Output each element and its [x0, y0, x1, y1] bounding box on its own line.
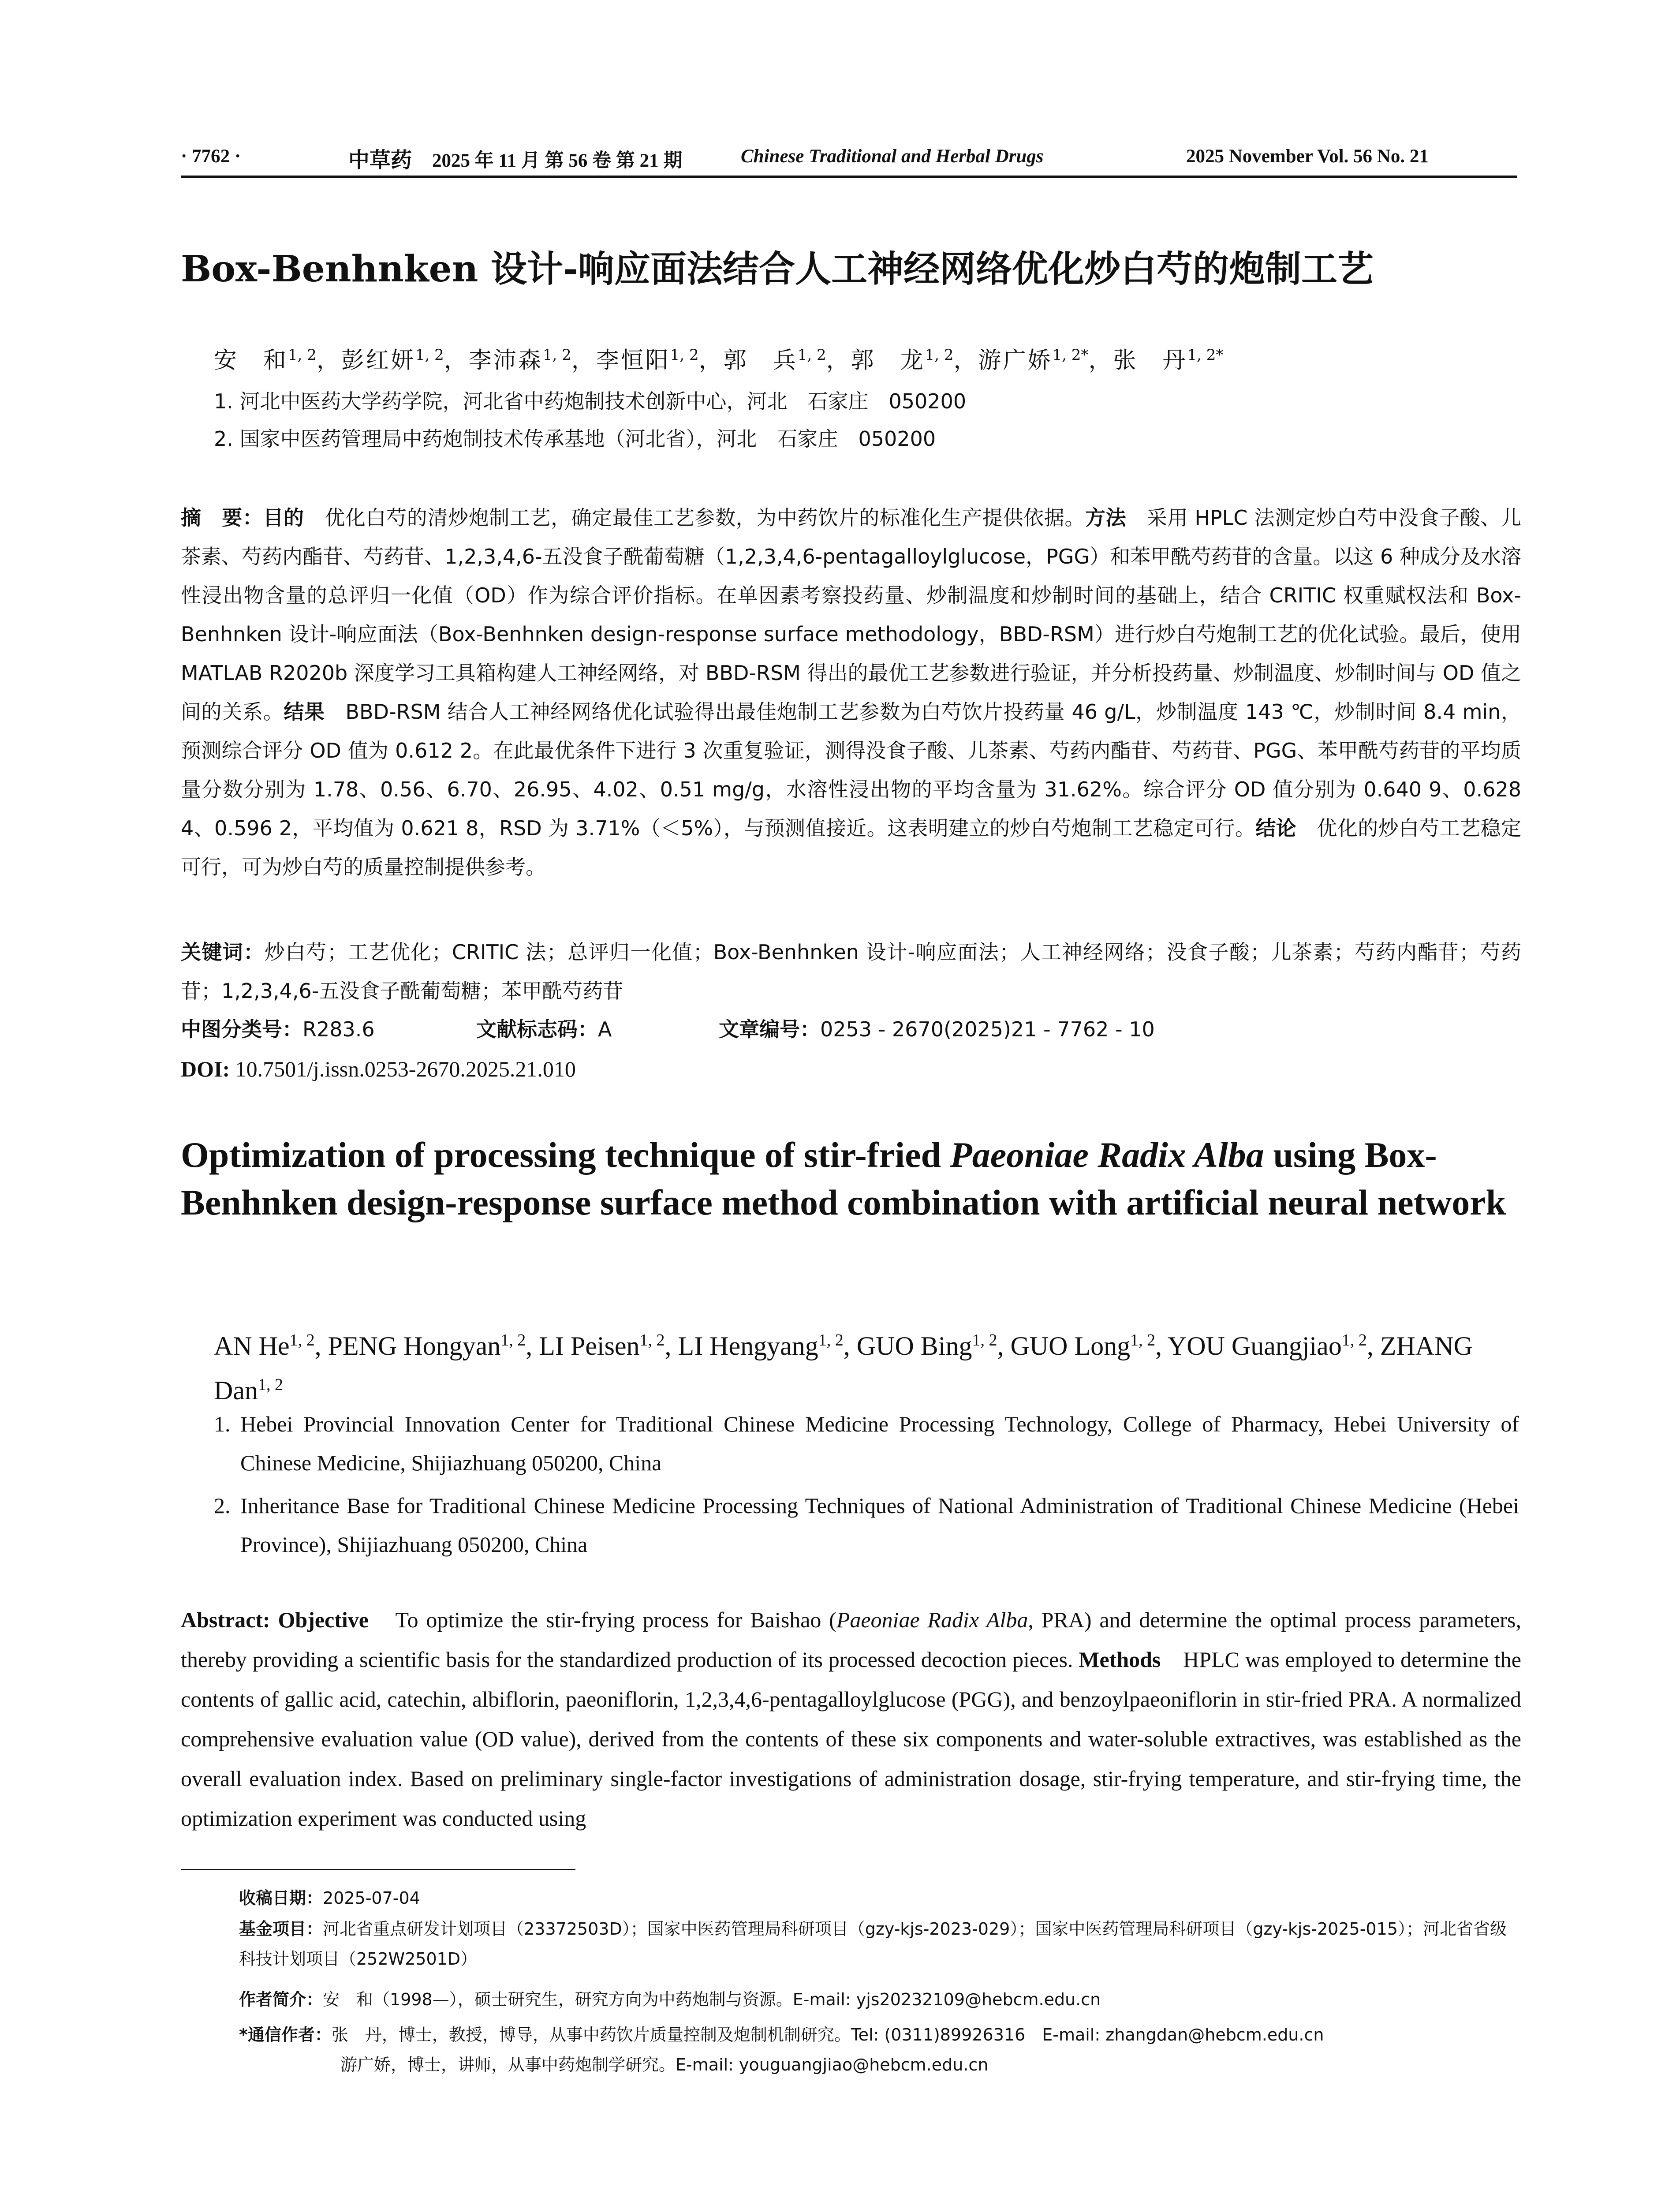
- cn-author-name: 李恒阳: [596, 347, 670, 374]
- cn-author-name: 郭 兵: [723, 347, 798, 374]
- abstract-en-objective-b: , PRA) and determine the optimal process parameters, thereby providing a scientific basis for the standardized production of its processed decoction pieces.: [181, 1607, 1521, 1672]
- affiliation-en-2-num: 2.: [214, 1493, 231, 1518]
- footnote-rule: [181, 1869, 575, 1870]
- affiliation-en-1-text: Hebei Provincial Innovation Center for Traditional Chinese Medicine Processing Technology, College of Pharmacy, Hebei University of Chinese Medicine, Shijiazhuang 050200, China: [240, 1412, 1519, 1475]
- abstract-en-species: Paeoniae Radix Alba: [836, 1607, 1028, 1632]
- abstract-label: 摘 要：: [181, 506, 263, 530]
- en-author-separator: ,: [1366, 1331, 1380, 1360]
- en-author-name: GUO Bing: [856, 1331, 972, 1360]
- footnote-received: [239, 1883, 1518, 1913]
- journal-name-en: Chinese Traditional and Herbal Drugs: [741, 146, 1044, 167]
- received-label: 收稿日期：: [239, 1888, 323, 1908]
- en-author-name: GUO Long: [1010, 1331, 1131, 1360]
- cn-author-separator: ，: [316, 347, 341, 374]
- en-author-affiliation-mark: 1, 2: [258, 1375, 283, 1394]
- abstract-en: [181, 1600, 1521, 1838]
- author-list-cn: [214, 337, 1519, 378]
- corresponding-2: 游广娇，博士，讲师，从事中药炮制学研究。E-mail: youguangjiao@hebcm.edu.cn: [340, 2055, 989, 2074]
- cn-author-affiliation-mark: 1, 2: [542, 346, 571, 364]
- en-author-separator: ,: [843, 1331, 857, 1360]
- title-en-part2: using Box-Benhnken design-response surface method combination with artificial neural network: [181, 1135, 1506, 1222]
- affiliation-en-1-num: 1.: [214, 1412, 231, 1436]
- issue-cn: 2025 年 11 月 第 56 卷 第 21 期: [432, 150, 683, 171]
- cn-author-affiliation-mark: 1, 2*: [1052, 346, 1089, 364]
- footnote-fund: [239, 1914, 1518, 1974]
- abstract-en-methods-label: Methods: [1079, 1647, 1161, 1672]
- affiliation-en-1: [214, 1405, 1519, 1482]
- results-text: BBD-RSM 结合人工神经网络优化试验得出最佳炮制工艺参数为白芍饮片投药量 46 g/L，炒制温度 143 ℃，炒制时间 8.4 min，预测综合评分 OD 值为 0.612 2。在此最优条件下进行 3 次重复验证，测得没食子酸、儿茶素、芍药内酯苷、芍药苷、PGG、苯甲酰芍药苷的平均质量分数分别为 1.78、0.56、6.70、26.95、4.02、0.51 mg/g，水溶性浸出物的平均含量为 31.62%。综合评分 OD 值分别为 0.640 9、0.628 4、0.596 2，平均值为 0.621 8，RSD 为 3.71%（＜5%），与预测值接近。这表明建立的炒白芍炮制工艺稳定可行。: [181, 700, 1522, 840]
- methods-text: 采用 HPLC 法测定炒白芍中没食子酸、儿茶素、芍药内酯苷、芍药苷、1,2,3,4,6-五没食子酰葡萄糖（1,2,3,4,6-pentagalloylglucose，PGG）和苯甲酰芍药苷的含量。以这 6 种成分及水溶性浸出物含量的总评归一化值（OD）作为综合评价指标。在单因素考察投药量、炒制温度和炒制时间的基础上，结合 CRITIC 权重赋权法和 Box-Benhnken 设计-响应面法（Box-Benhnken design-response surface methodology，BBD-RSM）进行炒白芍炮制工艺的优化试验。最后，使用 MATLAB R2020b 深度学习工具箱构建人工神经网络，对 BBD-RSM 得出的最优工艺参数进行验证，并分析投药量、炒制温度、炒制时间与 OD 值之间的关系。: [181, 506, 1522, 724]
- affiliation-en-2: [214, 1486, 1519, 1564]
- en-author-affiliation-mark: 1, 2: [1130, 1331, 1156, 1349]
- corresponding-1: 张 丹，博士，教授，博导，从事中药饮片质量控制及炮制机制研究。Tel: (0311)89926316 E-mail: zhangdan@hebcm.edu.cn: [331, 2025, 1324, 2044]
- keywords-label: 关键词：: [181, 940, 265, 964]
- en-author-separator: ,: [314, 1331, 328, 1360]
- clc-label: 中图分类号：: [181, 1017, 302, 1041]
- cn-author-separator: ，: [444, 347, 469, 374]
- title-en-part1: Optimization of processing technique of stir-fried: [181, 1135, 950, 1175]
- cn-author-separator: ，: [1088, 347, 1113, 374]
- affiliation-cn-1: 1. 河北中医药大学药学院，河北省中药炮制技术创新中心，河北 石家庄 050200: [214, 389, 967, 413]
- cn-author-name: 彭红妍: [341, 347, 415, 374]
- fund-text: 河北省重点研发计划项目（23372503D）；国家中医药管理局科研项目（gzy-kjs-2023-029）；国家中医药管理局科研项目（gzy-kjs-2025-015）；河北省省级科技计划项目（252W2501D）: [239, 1919, 1507, 1969]
- cn-author-affiliation-mark: 1, 2*: [1187, 346, 1224, 364]
- doc-code-label: 文献标志码：: [476, 1017, 598, 1041]
- en-author-name: YOU Guangjiao: [1167, 1331, 1342, 1360]
- cn-author-separator: ，: [826, 347, 851, 374]
- keywords-cn: [181, 933, 1521, 1010]
- page-number: · 7762 ·: [181, 146, 241, 167]
- affiliation-cn-2: 2. 国家中医药管理局中药炮制技术传承基地（河北省），河北 石家庄 050200: [214, 427, 936, 451]
- en-author-separator: ,: [997, 1331, 1011, 1360]
- cn-author-name: 张 丹: [1113, 347, 1187, 374]
- issue-en: 2025 November Vol. 56 No. 21: [1186, 146, 1429, 167]
- author-bio-label: 作者简介：: [239, 1990, 323, 2009]
- cn-author-name: 郭 龙: [851, 347, 925, 374]
- en-author-name: PENG Hongyan: [328, 1331, 501, 1360]
- en-author-separator: ,: [526, 1331, 539, 1360]
- article-no-value: 0253 - 2670(2025)21 - 7762 - 10: [820, 1017, 1155, 1041]
- keywords-text: 炒白芍；工艺优化；CRITIC 法；总评归一化值；Box-Benhnken 设计-响应面法；人工神经网络；没食子酸；儿茶素；芍药内酯苷；芍药苷；1,2,3,4,6-五没食子酰葡萄糖；苯甲酰芍药苷: [181, 940, 1521, 1003]
- cn-author-affiliation-mark: 1, 2: [925, 346, 954, 364]
- cn-author-affiliation-mark: 1, 2: [415, 346, 444, 364]
- methods-label: 方法: [1085, 506, 1127, 530]
- en-author-name: ZHANG Dan: [214, 1331, 1473, 1405]
- en-author-affiliation-mark: 1, 2: [289, 1331, 315, 1349]
- cn-author-name: 安 和: [214, 347, 288, 374]
- received-date: 2025-07-04: [323, 1888, 420, 1908]
- cn-author-separator: ，: [698, 347, 724, 374]
- journal-name-cn: 中草药: [348, 148, 412, 172]
- clc-value: R283.6: [302, 1017, 375, 1041]
- abstract-en-methods: HPLC was employed to determine the contents of gallic acid, catechin, albiflorin, paeoniflorin, 1,2,3,4,6-pentagalloylglucose (PGG), and benzoylpaeoniflorin in stir-fried PRA. A normalized comprehensive evaluation value (OD value), derived from the contents of these six components and water-soluble extractives, was established as the overall evaluation index. Based on preliminary single-factor investigations of administration dosage, stir-frying temperature, and stir-frying time, the optimization experiment was conducted using: [181, 1647, 1521, 1831]
- en-author-name: AN He: [214, 1331, 290, 1360]
- author-bio-text: 安 和（1998—），硕士研究生，研究方向为中药炮制与资源。E-mail: yjs20232109@hebcm.edu.cn: [323, 1990, 1101, 2009]
- cn-author-name: 李沛森: [468, 347, 543, 374]
- en-author-name: LI Peisen: [539, 1331, 640, 1360]
- fund-label: 基金项目：: [239, 1919, 323, 1939]
- cn-author-affiliation-mark: 1, 2: [670, 346, 699, 364]
- results-label: 结果: [284, 700, 325, 724]
- en-author-separator: ,: [665, 1331, 678, 1360]
- en-author-affiliation-mark: 1, 2: [500, 1331, 526, 1349]
- en-author-affiliation-mark: 1, 2: [972, 1331, 997, 1349]
- abstract-en-label: Abstract: Objective: [181, 1607, 369, 1632]
- en-author-affiliation-mark: 1, 2: [639, 1331, 665, 1349]
- title-cn: Box-Benhnken 设计-响应面法结合人工神经网络优化炒白芍的炮制工艺: [181, 248, 1374, 290]
- cn-author-separator: ，: [953, 347, 978, 374]
- en-author-affiliation-mark: 1, 2: [818, 1331, 844, 1349]
- conclusion-text: 优化的炒白芍工艺稳定可行，可为炒白芍的质量控制提供参考。: [181, 816, 1521, 879]
- doi-label: DOI:: [181, 1057, 230, 1081]
- cn-author-separator: ，: [571, 347, 596, 374]
- footnote-corresponding: [239, 2020, 1518, 2080]
- cn-author-affiliation-mark: 1, 2: [797, 346, 826, 364]
- cn-author-affiliation-mark: 1, 2: [288, 346, 317, 364]
- conclusion-label: 结论: [1255, 816, 1297, 840]
- title-en-species: Paeoniae Radix Alba: [950, 1135, 1264, 1175]
- header-rule: [181, 176, 1517, 178]
- abstract-cn: [181, 498, 1521, 886]
- objective-label: 目的: [263, 506, 304, 530]
- classification-line: [181, 1010, 1521, 1049]
- cn-author-name: 游广娇: [978, 347, 1053, 374]
- article-no-label: 文章编号：: [719, 1017, 820, 1041]
- author-list-en: [214, 1321, 1519, 1410]
- corresponding-label: *通信作者：: [239, 2025, 332, 2044]
- objective-text: 优化白芍的清炒炮制工艺，确定最佳工艺参数，为中药饮片的标准化生产提供依据。: [304, 506, 1086, 530]
- abstract-en-objective-a: To optimize the stir-frying process for Baishao (: [368, 1607, 836, 1632]
- en-author-separator: ,: [1155, 1331, 1168, 1360]
- doc-code-value: A: [598, 1017, 612, 1041]
- en-author-affiliation-mark: 1, 2: [1341, 1331, 1367, 1349]
- running-header: [181, 140, 1521, 176]
- footnote-author: [239, 1984, 1518, 2014]
- doi-line: [181, 1050, 1521, 1088]
- doi-value: 10.7501/j.issn.0253-2670.2025.21.010: [235, 1057, 576, 1081]
- en-author-name: LI Hengyang: [678, 1331, 818, 1360]
- affiliation-en-2-text: Inheritance Base for Traditional Chinese Medicine Processing Techniques of National Administration of Traditional Chinese Medicine (Hebei Province), Shijiazhuang 050200, China: [240, 1493, 1519, 1557]
- title-en: [181, 1131, 1521, 1226]
